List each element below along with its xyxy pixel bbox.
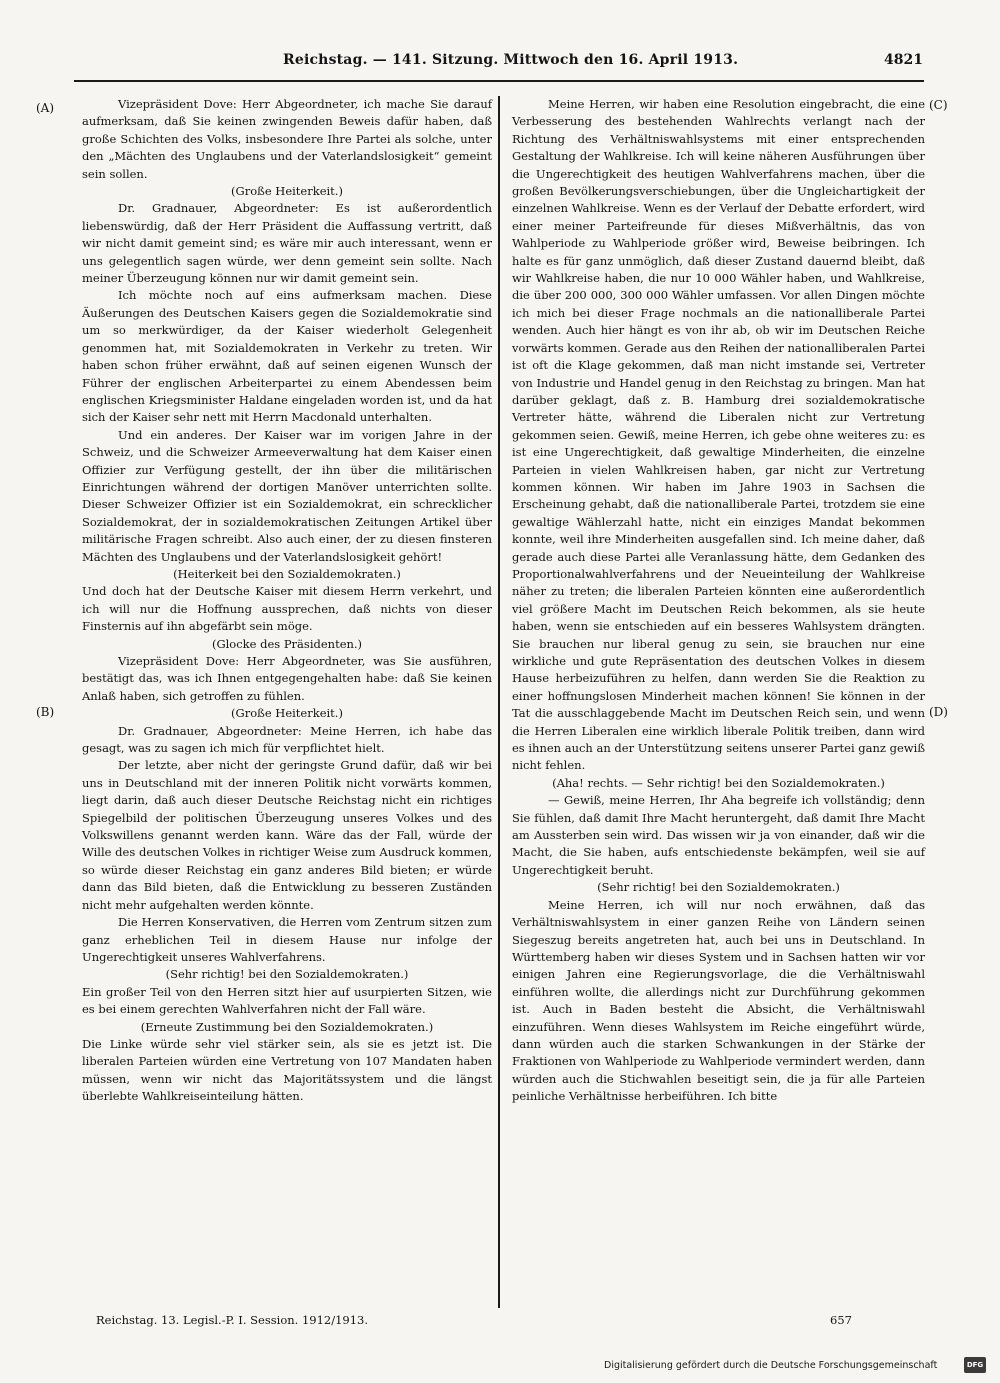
right-paragraph: Meine Herren, wir haben eine Resolution eingebracht, die eine Verbesserung des bestehenden Wahlrechts verlangt nach der Richtung des Verhältniswahlsystems mit einer entsprechenden Gestaltung der Wahlkreise. Ich will keine näheren Ausführungen über die Ungerechtigkeit des heutigen Wahlverfahrens machen, über die großen Bevölkerungsverschiebungen, über die Ungleichartigkeit der einzelnen Wahlkreise. Wenn es der Verlauf der Debatte erfordert, wird einer meiner Parteifreunde für dieses Mißverhältnis, das von Wahlperiode zu Wahlperiode größer wird, Beweise beibringen. Ich halte es für ganz unmöglich, daß dieser Zustand dauernd bleibt, daß wir Wahlkreise haben, die nur 10 000 Wähler haben, und Wahlkreise, die über 200 000, 300 000 Wähler umfassen. Vor allen Dingen möchte ich mich bei dieser Frage nochmals an die nationalliberale Partei wenden. Auch hier hängt es von ihr ab, ob wir im Deutschen Reiche vorwärts kommen. Gerade aus den Reihen der nationalliberalen Partei ist oft die Klage gekommen, daß man nicht imstande sei, Vertreter von Industrie und Handel genug in den Reichstag zu bringen. Man hat darüber geklagt, daß z. B. Hamburg drei sozialdemokratische Vertreter hätte, während die Liberalen nicht zur Vertretung gekommen seien. Gewiß, meine Herren, ich gebe ohne weiteres zu: es ist eine Ungerechtigkeit, daß gewaltige Minderheiten, die einzelne Parteien in vielen Wahlkreisen haben, gar nicht zur Vertretung kommen können. Wir haben im Jahre 1903 in Sachsen die Erscheinung gehabt, daß die nationalliberale Partei, trotzdem sie eine gewaltige Wählerzahl hatte, nicht ein einziges Mandat bekommen konnte, weil ihre Minderheiten ausgefallen sind. Ich meine daher, daß gerade auch diese Partei alle Veranlassung hätte, dem Gedanken des Proportionalwahlverfahrens und der Neueinteilung der Wahlkreise näher zu treten; die liberalen Parteien könnten eine außerordentlich viel größere Macht im Deutschen Reich bekommen, als sie heute haben, wenn sie entschieden auf ein besseres Wahlsystem drängten. Sie brauchen nur liberal genug zu sein, sie brauchen nur eine wirkliche und gute Repräsentation des deutschen Volkes in diesem Hause herbeizuführen zu helfen, dann werden Sie die Reaktion zu einer hoffnungslosen Minderheit machen können! Sie können in der Tat die ausschlaggebende Macht im Deutschen Reich sein, und wenn die Herren Liberalen eine wirklich liberale Politik treiben, dann wird es ihnen auch an der Unterstützung seitens unserer Partei ganz gewiß nicht fehlen. xyxy=(512,97,926,773)
right-paragraph: — Gewiß, meine Herren, Ihr Aha begreife ich vollständig; denn Sie fühlen, daß damit Ihre Macht heruntergeht, daß damit Ihre Macht am Aussterben sein wird. Das wissen wir ja von einander, daß wir die Macht, die Sie haben, aufs entschiedenste bekämpfen, weil sie auf Ungerechtigkeit beruht. xyxy=(512,793,925,877)
header-title: Reichstag. — 141. Sitzung. Mittwoch den 16. April 1913. xyxy=(283,52,739,68)
margin-marker-c: (C) xyxy=(929,98,948,112)
left-paragraph: Und ein anderes. Der Kaiser war im vorigen Jahre in der Schweiz, und die Schweizer Armeeverwaltung hat dem Kaiser einen Offizier zur Verfügung gestellt, der ihn über die militärischen Einrichtungen während der dortigen Manöver unterrichten sollte. Dieser Schweizer Offizier ist ein Sozialdemokrat, ein schrecklicher Sozialdemokrat, der in sozialdemokratischen Zeitungen Artikel über militärische Fragen schreibt. Also auch einer, der zu diesen finsteren Mächten des Unglaubens und der Vaterlandslosigkeit gehört! xyxy=(82,427,492,564)
left-paragraph: Ein großer Teil von den Herren sitzt hier auf usurpierten Sitzen, wie es bei einem gerechten Wahlverfahren nicht der Fall wäre. xyxy=(82,984,492,1017)
margin-marker-b: (B) xyxy=(36,705,55,719)
right-interjection: (Sehr richtig! bei den Sozialdemokraten.) xyxy=(597,880,840,895)
left-paragraph: Ich möchte noch auf eins aufmerksam machen. Diese Äußerungen des Deutschen Kaisers gegen die Sozialdemokratie sind um so merkwürdiger, da der Kaiser wiederholt Gelegenheit genommen hat, mit Sozialdemokraten in Verkehr zu treten. Wir haben schon früher erwähnt, daß auf seinen eigenen Wunsch der Führer der englischen Arbeiterpartei zu einem Abendessen beim englischen Kriegsminister Haldane eingeladen worden ist, und da hat sich der Kaiser sehr nett mit Herrn Macdonald unterhalten. xyxy=(82,288,492,425)
page-header xyxy=(283,52,923,80)
left-interjection: (Große Heiterkeit.) xyxy=(231,706,343,721)
left-paragraph: Vizepräsident Dove: Herr Abgeordneter, ich mache Sie darauf aufmerksam, daß Sie keinen zwingenden Beweis dafür haben, daß große Schichten des Volks, insbesondere Ihre Partei als solche, unter den „Mächten des Unglaubens und der Vaterlandslosigkeit“ gemeint sein sollen. xyxy=(82,97,492,181)
left-paragraph: Dr. Gradnauer, Abgeordneter: Meine Herren, ich habe das gesagt, was zu sagen ich mich für verpflichtet hielt. xyxy=(82,723,492,756)
digitization-credit xyxy=(604,1356,984,1376)
column-divider xyxy=(498,96,500,1308)
header-rule xyxy=(74,80,924,82)
credit-text: Digitalisierung gefördert durch die Deutsche Forschungsgemeinschaft xyxy=(604,1360,938,1371)
left-paragraph: Der letzte, aber nicht der geringste Grund dafür, daß wir bei uns in Deutschland mit der inneren Politik nicht vorwärts kommen, liegt darin, daß auch dieser Deutsche Reichstag nicht ein richtiges Spiegelbild der politischen Überzeugung unseres Volkes und des Volkswillens genannt werden kann. Wäre das der Fall, würde der Wille des deutschen Volkes in richtiger Weise zum Ausdruck kommen, so würde dieser Reichstag ein ganz anderes Bild bieten; er würde dann das Bild bieten, daß die Entwicklung zu besseren Zuständen nicht mehr aufgehalten werden könnte. xyxy=(82,758,492,912)
margin-marker-d: (D) xyxy=(929,705,948,719)
left-paragraph: Die Herren Konservativen, die Herren vom Zentrum sitzen zum ganz erheblichen Teil in diesem Hause nur infolge der Ungerechtigkeit unseres Wahlverfahrens. xyxy=(82,915,492,964)
right-paragraph: Meine Herren, ich will nur noch erwähnen, daß das Verhältniswahlsystem in einer ganzen Reihe von Ländern seinen Siegeszug bereits angetreten hat, auch bei uns in Deutschland. In Württemberg haben wir dieses System und in Sachsen hatten wir vor einigen Jahren eine Regierungsvorlage, die die Verhältniswahl einführen wollte, die allerdings nicht zur Durchführung gekommen ist. Auch in Baden besteht die Absicht, die Verhältniswahl einzuführen. Wenn dieses Wahlsystem im Reiche eingeführt würde, dann würden auch die starken Schwankungen in der Stärke der Fraktionen von Wahlperiode zu Wahlperiode vermindert werden, dann würden auch die Stichwahlen beseitigt sein, die ja für alle Parteien peinliche Verhältnisse herbeiführen. Ich bitte xyxy=(512,897,925,1104)
left-paragraph: Vizepräsident Dove: Herr Abgeordneter, was Sie ausführen, bestätigt das, was ich Ihnen entgegengehalten habe: daß Sie keinen Anlaß haben, sich getroffen zu fühlen. xyxy=(82,654,492,703)
left-interjection: (Sehr richtig! bei den Sozialdemokraten.) xyxy=(165,967,409,982)
left-interjection: (Erneute Zustimmung bei den Sozialdemokraten.) xyxy=(140,1019,434,1034)
page-number: 4821 xyxy=(884,52,923,68)
left-paragraph: Dr. Gradnauer, Abgeordneter: Es ist außerordentlich liebenswürdig, daß der Herr Präsident die Auffassung vertritt, daß wir nicht damit gemeint sind; es wäre mir auch interessant, wenn er uns gelegentlich sagen würde, wer denn gemeint sein sollte. Nach meiner Überzeugung können nur wir damit gemeint sein. xyxy=(82,201,492,286)
left-interjection: (Heiterkeit bei den Sozialdemokraten.) xyxy=(173,566,401,581)
dfg-logo: DFG xyxy=(964,1357,986,1373)
left-interjection: (Große Heiterkeit.) xyxy=(231,184,343,199)
right-column xyxy=(512,96,925,1106)
left-paragraph: Und doch hat der Deutsche Kaiser mit diesem Herrn verkehrt, und ich will nur die Hoffnung aussprechen, daß nichts von dieser Finsternis auf ihn abgefärbt sein möge. xyxy=(82,584,492,634)
left-interjection: (Glocke des Präsidenten.) xyxy=(211,636,363,651)
left-column xyxy=(82,96,492,1106)
footer-sheet-number: 657 xyxy=(830,1313,852,1327)
left-paragraph: Die Linke würde sehr viel stärker sein, als sie es jetzt ist. Die liberalen Parteien würden eine Vertretung von 107 Mandaten haben müssen, wenn wir nicht das Majoritätssystem und die längst überlebte Wahlkreiseinteilung hätten. xyxy=(82,1036,492,1104)
margin-marker-a: (A) xyxy=(36,101,55,115)
footer-session: Reichstag. 13. Legisl.-P. I. Session. 1912/1913. xyxy=(96,1313,369,1327)
right-interjection: (Aha! rechts. — Sehr richtig! bei den Sozialdemokraten.) xyxy=(552,775,885,790)
